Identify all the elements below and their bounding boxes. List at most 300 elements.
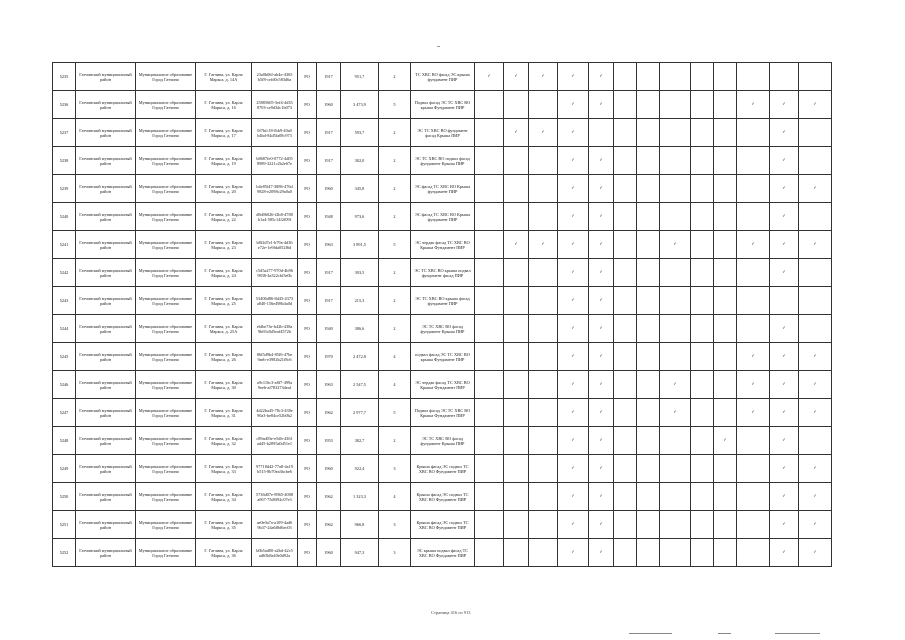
checkmark-icon: ✓ bbox=[782, 214, 786, 219]
checkmark-icon: ✓ bbox=[813, 466, 817, 471]
work-type-cell bbox=[529, 287, 558, 315]
checkmark-icon: ✓ bbox=[782, 438, 786, 443]
fund-form-cell: РО bbox=[298, 427, 317, 455]
build-year-cell: 1953 bbox=[317, 427, 341, 455]
work-type-cell bbox=[614, 259, 637, 287]
work-type-cell bbox=[714, 483, 737, 511]
checkmark-icon: ✓ bbox=[599, 410, 603, 415]
checkmark-icon: ✓ bbox=[599, 354, 603, 359]
district-cell: Гатчинский муниципальный район bbox=[76, 399, 136, 427]
checkmark-icon: ✓ bbox=[514, 130, 518, 135]
work-type-cell bbox=[637, 175, 660, 203]
build-year-cell: 1960 bbox=[317, 455, 341, 483]
floors-cell: 4 bbox=[379, 371, 411, 399]
work-type-cell bbox=[691, 175, 714, 203]
checkmark-icon: ✓ bbox=[571, 158, 575, 163]
work-type-cell bbox=[660, 287, 691, 315]
work-type-cell bbox=[558, 91, 589, 119]
checkmark-icon: ✓ bbox=[599, 270, 603, 275]
work-type-cell bbox=[475, 91, 504, 119]
works-cell: Крыша фасад ЭС подвал ТС ХВС ВО Фундамент ПИР bbox=[411, 483, 475, 511]
works-cell: Подвал фасад ЭС ТС ХВС ВО Крыша Фундамент ПИР bbox=[411, 399, 475, 427]
row-id: 5239 bbox=[53, 175, 76, 203]
checkmark-icon: ✓ bbox=[782, 186, 786, 191]
work-type-cell bbox=[475, 343, 504, 371]
work-type-cell bbox=[770, 231, 799, 259]
guid-cell: ebfbe73e-b42b-438a 9b65c8d5eaf4572b bbox=[252, 315, 298, 343]
work-type-cell bbox=[637, 231, 660, 259]
row-id: 5248 bbox=[53, 427, 76, 455]
work-type-cell bbox=[589, 203, 614, 231]
work-type-cell bbox=[529, 427, 558, 455]
checkmark-icon: ✓ bbox=[599, 214, 603, 219]
guid-cell: b8f2d7e1-b79a-4d36 e72e-1e9fda052f6d bbox=[252, 231, 298, 259]
district-cell: Гатчинский муниципальный район bbox=[76, 371, 136, 399]
work-type-cell bbox=[799, 91, 832, 119]
work-type-cell bbox=[770, 399, 799, 427]
work-type-cell bbox=[637, 427, 660, 455]
work-type-cell bbox=[660, 483, 691, 511]
work-type-cell bbox=[770, 259, 799, 287]
page-footer: Страница 416 из 913 bbox=[431, 610, 471, 615]
checkmark-icon: ✓ bbox=[782, 410, 786, 415]
work-type-cell bbox=[614, 343, 637, 371]
area-cell: 922,4 bbox=[341, 455, 379, 483]
work-type-cell bbox=[558, 259, 589, 287]
table-row bbox=[53, 483, 832, 511]
work-type-cell bbox=[637, 399, 660, 427]
checkmark-icon: ✓ bbox=[813, 102, 817, 107]
table-row bbox=[53, 91, 832, 119]
fund-form-cell: РО bbox=[298, 455, 317, 483]
work-type-cell bbox=[660, 91, 691, 119]
fund-form-cell: РО bbox=[298, 343, 317, 371]
address-cell: Г. Гатчина, ул. Карла Маркса, д. 34 bbox=[196, 483, 252, 511]
checkmark-icon: ✓ bbox=[751, 354, 755, 359]
work-type-cell bbox=[558, 539, 589, 567]
checkmark-icon: ✓ bbox=[571, 438, 575, 443]
address-cell: Г. Гатчина, ул. Карла Маркса, д. 19 bbox=[196, 147, 252, 175]
work-type-cell bbox=[558, 343, 589, 371]
area-cell: 2 977,7 bbox=[341, 399, 379, 427]
work-type-cell bbox=[504, 91, 529, 119]
checkmark-icon: ✓ bbox=[541, 74, 545, 79]
build-year-cell: 1963 bbox=[317, 371, 341, 399]
owner-cell: Муниципальное образование Город Гатчина bbox=[136, 147, 196, 175]
checkmark-icon: ✓ bbox=[673, 382, 677, 387]
build-year-cell: 1917 bbox=[317, 147, 341, 175]
address-cell: Г. Гатчина, ул. Карла Маркса, д. 36 bbox=[196, 539, 252, 567]
work-type-cell bbox=[529, 175, 558, 203]
checkmark-icon: ✓ bbox=[751, 242, 755, 247]
work-type-cell bbox=[529, 91, 558, 119]
work-type-cell bbox=[475, 315, 504, 343]
address-cell: Г. Гатчина, ул. Карла Маркса, д. 25А bbox=[196, 315, 252, 343]
checkmark-icon: ✓ bbox=[541, 130, 545, 135]
checkmark-icon: ✓ bbox=[571, 466, 575, 471]
floors-cell: 5 bbox=[379, 91, 411, 119]
guid-cell: b0b5ad00-a2bd-42c5 ad65b8a40e0d92a bbox=[252, 539, 298, 567]
checkmark-icon: ✓ bbox=[782, 242, 786, 247]
work-type-cell bbox=[714, 119, 737, 147]
works-cell: ЭС ТС ХВС ВО фасад фундамент Крыша ПИР bbox=[411, 315, 475, 343]
checkmark-icon: ✓ bbox=[599, 102, 603, 107]
checkmark-icon: ✓ bbox=[571, 214, 575, 219]
work-type-cell bbox=[614, 427, 637, 455]
work-type-cell bbox=[691, 455, 714, 483]
address-cell: Г. Гатчина, ул. Карла Маркса, д. 32 bbox=[196, 427, 252, 455]
work-type-cell bbox=[589, 259, 614, 287]
area-cell: 393,5 bbox=[341, 259, 379, 287]
work-type-cell bbox=[558, 371, 589, 399]
work-type-cell bbox=[714, 315, 737, 343]
checkmark-icon: ✓ bbox=[723, 438, 727, 443]
checkmark-icon: ✓ bbox=[487, 74, 491, 79]
address-cell: Г. Гатчина, ул. Карла Маркса, д. 31 bbox=[196, 399, 252, 427]
work-type-cell bbox=[529, 315, 558, 343]
area-cell: 3 891,5 bbox=[341, 231, 379, 259]
checkmark-icon: ✓ bbox=[782, 550, 786, 555]
works-cell: ЭС чердак фасад ТС ХВС ВО Крыша Фундамент ПИР bbox=[411, 231, 475, 259]
fund-form-cell: РО bbox=[298, 119, 317, 147]
work-type-cell bbox=[660, 63, 691, 91]
work-type-cell bbox=[770, 511, 799, 539]
work-type-cell bbox=[737, 147, 770, 175]
works-cell: ЭС крыша подвал фасад ТС ХВС ВО Фундамент ПИР bbox=[411, 539, 475, 567]
floors-cell: 2 bbox=[379, 203, 411, 231]
work-type-cell bbox=[558, 203, 589, 231]
owner-cell: Муниципальное образование Город Гатчина bbox=[136, 287, 196, 315]
table-body bbox=[53, 63, 832, 567]
work-type-cell bbox=[714, 259, 737, 287]
work-type-cell bbox=[737, 399, 770, 427]
row-id: 5236 bbox=[53, 91, 76, 119]
fund-form-cell: РО bbox=[298, 399, 317, 427]
work-type-cell bbox=[770, 119, 799, 147]
work-type-cell bbox=[529, 259, 558, 287]
table-row bbox=[53, 119, 832, 147]
work-type-cell bbox=[589, 371, 614, 399]
floors-cell: 2 bbox=[379, 315, 411, 343]
district-cell: Гатчинский муниципальный район bbox=[76, 343, 136, 371]
checkmark-icon: ✓ bbox=[541, 242, 545, 247]
work-type-cell bbox=[504, 427, 529, 455]
row-id: 5243 bbox=[53, 287, 76, 315]
fund-form-cell: РО bbox=[298, 371, 317, 399]
work-type-cell bbox=[770, 315, 799, 343]
work-type-cell bbox=[475, 371, 504, 399]
work-type-cell bbox=[691, 63, 714, 91]
district-cell: Гатчинский муниципальный район bbox=[76, 511, 136, 539]
floors-cell: 3 bbox=[379, 455, 411, 483]
work-type-cell bbox=[558, 119, 589, 147]
work-type-cell bbox=[589, 427, 614, 455]
district-cell: Гатчинский муниципальный район bbox=[76, 63, 136, 91]
work-type-cell bbox=[558, 427, 589, 455]
work-type-cell bbox=[504, 259, 529, 287]
build-year-cell: 1960 bbox=[317, 91, 341, 119]
work-type-cell bbox=[660, 259, 691, 287]
fund-form-cell: РО bbox=[298, 203, 317, 231]
owner-cell: Муниципальное образование Город Гатчина bbox=[136, 175, 196, 203]
work-type-cell bbox=[714, 371, 737, 399]
area-cell: 947,3 bbox=[341, 539, 379, 567]
address-cell: Г. Гатчина, ул. Карла Маркса, д. 35 bbox=[196, 511, 252, 539]
work-type-cell bbox=[770, 63, 799, 91]
work-type-cell bbox=[660, 539, 691, 567]
work-type-cell bbox=[691, 343, 714, 371]
row-id: 5247 bbox=[53, 399, 76, 427]
address-cell: Г. Гатчина, ул. Карла Маркса, д. 24 bbox=[196, 259, 252, 287]
work-type-cell bbox=[737, 63, 770, 91]
area-cell: 345,8 bbox=[341, 175, 379, 203]
work-type-cell bbox=[589, 343, 614, 371]
work-type-cell bbox=[691, 427, 714, 455]
checkmark-icon: ✓ bbox=[571, 270, 575, 275]
work-type-cell bbox=[637, 91, 660, 119]
checkmark-icon: ✓ bbox=[599, 438, 603, 443]
work-type-cell bbox=[637, 343, 660, 371]
work-type-cell bbox=[589, 455, 614, 483]
owner-cell: Муниципальное образование Город Гатчина bbox=[136, 119, 196, 147]
work-type-cell bbox=[614, 287, 637, 315]
row-id: 5238 bbox=[53, 147, 76, 175]
checkmark-icon: ✓ bbox=[571, 522, 575, 527]
work-type-cell bbox=[691, 119, 714, 147]
work-type-cell bbox=[714, 399, 737, 427]
work-type-cell bbox=[504, 203, 529, 231]
work-type-cell bbox=[614, 91, 637, 119]
work-type-cell bbox=[714, 175, 737, 203]
checkmark-icon: ✓ bbox=[599, 298, 603, 303]
checkmark-icon: ✓ bbox=[571, 186, 575, 191]
work-type-cell bbox=[504, 399, 529, 427]
work-type-cell bbox=[589, 483, 614, 511]
work-type-cell bbox=[737, 427, 770, 455]
build-year-cell: 1917 bbox=[317, 63, 341, 91]
work-type-cell bbox=[714, 231, 737, 259]
floors-cell: 5 bbox=[379, 399, 411, 427]
address-cell: Г. Гатчина, ул. Карла Маркса, д. 14А bbox=[196, 63, 252, 91]
fund-form-cell: РО bbox=[298, 287, 317, 315]
work-type-cell bbox=[714, 539, 737, 567]
work-type-cell bbox=[614, 511, 637, 539]
work-type-cell bbox=[529, 399, 558, 427]
work-type-cell bbox=[637, 315, 660, 343]
checkmark-icon: ✓ bbox=[782, 382, 786, 387]
table-row bbox=[53, 175, 832, 203]
checkmark-icon: ✓ bbox=[571, 74, 575, 79]
work-type-cell bbox=[529, 371, 558, 399]
work-type-cell bbox=[475, 231, 504, 259]
guid-cell: 23a0b06f-ab4e-4365 b5f8-cefd0c583d6a bbox=[252, 63, 298, 91]
work-type-cell bbox=[691, 287, 714, 315]
district-cell: Гатчинский муниципальный район bbox=[76, 203, 136, 231]
work-type-cell bbox=[475, 63, 504, 91]
area-cell: 386,6 bbox=[341, 315, 379, 343]
checkmark-icon: ✓ bbox=[782, 270, 786, 275]
district-cell: Гатчинский муниципальный район bbox=[76, 455, 136, 483]
area-cell: 973,6 bbox=[341, 203, 379, 231]
work-type-cell bbox=[504, 511, 529, 539]
district-cell: Гатчинский муниципальный район bbox=[76, 315, 136, 343]
work-type-cell bbox=[558, 483, 589, 511]
checkmark-icon: ✓ bbox=[782, 102, 786, 107]
owner-cell: Муниципальное образование Город Гатчина bbox=[136, 399, 196, 427]
work-type-cell bbox=[737, 343, 770, 371]
address-cell: Г. Гатчина, ул. Карла Маркса, д. 20 bbox=[196, 175, 252, 203]
checkmark-icon: ✓ bbox=[571, 298, 575, 303]
work-type-cell bbox=[614, 399, 637, 427]
work-type-cell bbox=[614, 231, 637, 259]
work-type-cell bbox=[637, 287, 660, 315]
work-type-cell bbox=[589, 399, 614, 427]
district-cell: Гатчинский муниципальный район bbox=[76, 259, 136, 287]
guid-cell: 25885605-5ef4-4d35 8703-ce9d3dc1b073 bbox=[252, 91, 298, 119]
checkmark-icon: ✓ bbox=[813, 186, 817, 191]
checkmark-icon: ✓ bbox=[782, 494, 786, 499]
fund-form-cell: РО bbox=[298, 539, 317, 567]
work-type-cell bbox=[589, 287, 614, 315]
build-year-cell: 1917 bbox=[317, 287, 341, 315]
work-type-cell bbox=[589, 539, 614, 567]
work-type-cell bbox=[737, 119, 770, 147]
guid-cell: 4d22ba45-78c3-430e 90a3-be84ce52b0b2 bbox=[252, 399, 298, 427]
work-type-cell bbox=[589, 315, 614, 343]
owner-cell: Муниципальное образование Город Гатчина bbox=[136, 259, 196, 287]
floors-cell: 2 bbox=[379, 175, 411, 203]
work-type-cell bbox=[660, 119, 691, 147]
checkmark-icon: ✓ bbox=[782, 466, 786, 471]
work-type-cell bbox=[714, 91, 737, 119]
owner-cell: Муниципальное образование Город Гатчина bbox=[136, 371, 196, 399]
work-type-cell bbox=[614, 203, 637, 231]
checkmark-icon: ✓ bbox=[599, 466, 603, 471]
work-type-cell bbox=[691, 315, 714, 343]
area-cell: 966,8 bbox=[341, 511, 379, 539]
floors-cell: 2 bbox=[379, 427, 411, 455]
table-row bbox=[53, 231, 832, 259]
work-type-cell bbox=[504, 231, 529, 259]
work-type-cell bbox=[660, 399, 691, 427]
work-type-cell bbox=[504, 63, 529, 91]
work-type-cell bbox=[660, 147, 691, 175]
work-type-cell bbox=[691, 399, 714, 427]
work-type-cell bbox=[558, 147, 589, 175]
table-row bbox=[53, 315, 832, 343]
checkmark-icon: ✓ bbox=[571, 494, 575, 499]
work-type-cell bbox=[691, 511, 714, 539]
work-type-cell bbox=[614, 315, 637, 343]
work-type-cell bbox=[589, 511, 614, 539]
work-type-cell bbox=[714, 63, 737, 91]
work-type-cell bbox=[637, 371, 660, 399]
work-type-cell bbox=[799, 147, 832, 175]
work-type-cell bbox=[799, 119, 832, 147]
owner-cell: Муниципальное образование Город Гатчина bbox=[136, 511, 196, 539]
work-type-cell bbox=[770, 483, 799, 511]
owner-cell: Муниципальное образование Город Гатчина bbox=[136, 203, 196, 231]
work-type-cell bbox=[770, 147, 799, 175]
work-type-cell bbox=[504, 371, 529, 399]
build-year-cell: 1963 bbox=[317, 231, 341, 259]
work-type-cell bbox=[737, 539, 770, 567]
checkmark-icon: ✓ bbox=[571, 130, 575, 135]
area-cell: 215,3 bbox=[341, 287, 379, 315]
table-row bbox=[53, 511, 832, 539]
work-type-cell bbox=[770, 427, 799, 455]
register-table bbox=[52, 62, 832, 567]
checkmark-icon: ✓ bbox=[599, 382, 603, 387]
checkmark-icon: ✓ bbox=[813, 382, 817, 387]
checkmark-icon: ✓ bbox=[571, 102, 575, 107]
work-type-cell bbox=[614, 371, 637, 399]
checkmark-icon: ✓ bbox=[782, 522, 786, 527]
work-type-cell bbox=[589, 231, 614, 259]
checkmark-icon: ✓ bbox=[782, 354, 786, 359]
work-type-cell bbox=[529, 119, 558, 147]
work-type-cell bbox=[660, 175, 691, 203]
work-type-cell bbox=[475, 287, 504, 315]
owner-cell: Муниципальное образование Город Гатчина bbox=[136, 483, 196, 511]
work-type-cell bbox=[660, 371, 691, 399]
work-type-cell bbox=[714, 511, 737, 539]
owner-cell: Муниципальное образование Город Гатчина bbox=[136, 231, 196, 259]
work-type-cell bbox=[504, 343, 529, 371]
work-type-cell bbox=[737, 259, 770, 287]
work-type-cell bbox=[504, 175, 529, 203]
work-type-cell bbox=[737, 511, 770, 539]
work-type-cell bbox=[529, 343, 558, 371]
work-type-cell bbox=[799, 175, 832, 203]
fund-form-cell: РО bbox=[298, 511, 317, 539]
build-year-cell: 1962 bbox=[317, 399, 341, 427]
work-type-cell bbox=[737, 371, 770, 399]
checkmark-icon: ✓ bbox=[571, 354, 575, 359]
guid-cell: a9c116c3-a8f7-499a 9eeb-af783273deaf bbox=[252, 371, 298, 399]
guid-cell: ae0e0a7a-a109-4ad6 9b37-24a6f8d6ec03 bbox=[252, 511, 298, 539]
work-type-cell bbox=[614, 119, 637, 147]
build-year-cell: 1940 bbox=[317, 315, 341, 343]
fund-form-cell: РО bbox=[298, 231, 317, 259]
work-type-cell bbox=[475, 483, 504, 511]
work-type-cell bbox=[770, 371, 799, 399]
guid-cell: d8d06026-f2b8-4788 b1a4-585c14f2f09f bbox=[252, 203, 298, 231]
work-type-cell bbox=[529, 231, 558, 259]
work-type-cell bbox=[637, 511, 660, 539]
table-row bbox=[53, 259, 832, 287]
work-type-cell bbox=[799, 315, 832, 343]
fund-form-cell: РО bbox=[298, 175, 317, 203]
work-type-cell bbox=[529, 455, 558, 483]
guid-cell: 53406d86-8d45-4373 a840-156e498b4a0d bbox=[252, 287, 298, 315]
works-cell: ЭС фасад ТС ХВС ВО Крыша фундамент ПИР bbox=[411, 203, 475, 231]
works-cell: ЭС ТС ХВС ВО крыша подвал фундамент фасад ПИР bbox=[411, 259, 475, 287]
table-row bbox=[53, 203, 832, 231]
work-type-cell bbox=[475, 539, 504, 567]
work-type-cell bbox=[714, 203, 737, 231]
owner-cell: Муниципальное образование Город Гатчина bbox=[136, 91, 196, 119]
work-type-cell bbox=[558, 315, 589, 343]
work-type-cell bbox=[614, 63, 637, 91]
row-id: 5242 bbox=[53, 259, 76, 287]
works-cell: ТС ХВС ВО фасад ЭС крыша фундамент ПИР bbox=[411, 63, 475, 91]
floors-cell: 4 bbox=[379, 483, 411, 511]
checkmark-icon: ✓ bbox=[571, 382, 575, 387]
work-type-cell bbox=[475, 427, 504, 455]
floors-cell: 5 bbox=[379, 231, 411, 259]
area-cell: 2 547,5 bbox=[341, 371, 379, 399]
